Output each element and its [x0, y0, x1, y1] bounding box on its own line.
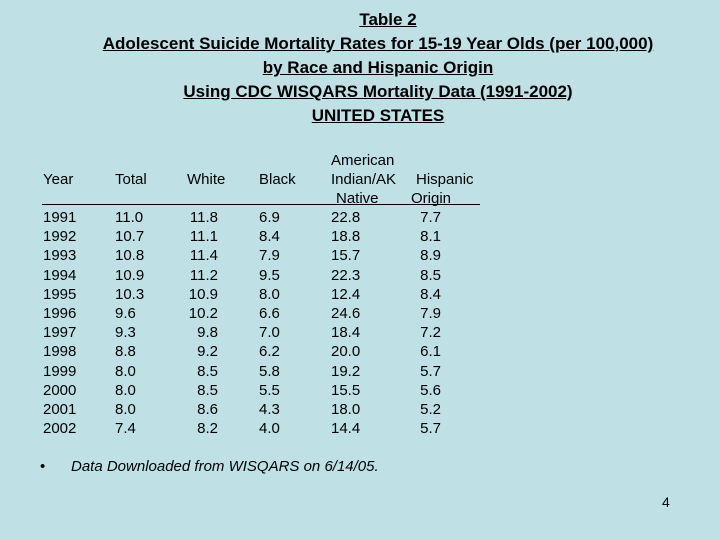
- table-cell-black: 6.9: [259, 209, 280, 226]
- table-cell-total: 8.0: [115, 400, 136, 418]
- table-cell-american-indian: 14.4: [331, 420, 361, 438]
- table-cell-year: 1994: [43, 266, 77, 284]
- table-cell-hispanic: 6.1: [420, 343, 441, 361]
- table-cell-hispanic: 7.9: [420, 304, 441, 322]
- table-cell-american-indian: 15.7: [331, 247, 361, 265]
- header-hispanic-line-1: Hispanic: [416, 171, 474, 188]
- table-cell-total: 10.7: [115, 228, 145, 246]
- column-total: [115, 208, 144, 438]
- footnote-text: Data Downloaded from WISQARS on 6/14/05.: [71, 458, 379, 475]
- table-cell-black: 8.0: [259, 285, 280, 303]
- title-line-3: by Race and Hispanic Origin: [262, 58, 494, 77]
- table-cell-total: 8.0: [115, 362, 136, 380]
- table-cell-black: 7.9: [259, 247, 280, 265]
- table-cell-black: 4.3: [259, 400, 280, 418]
- table-cell-white: 9.2: [197, 343, 218, 361]
- table-cell-american-indian: 22.8: [331, 209, 361, 226]
- table-cell-black: 4.0: [259, 420, 280, 438]
- table-cell-american-indian: 15.5: [331, 381, 361, 399]
- title-line-1: Table 2: [359, 10, 417, 29]
- title-line-5: UNITED STATES: [311, 106, 445, 125]
- page-number: 4: [662, 494, 670, 510]
- table-cell-american-indian: 24.6: [331, 304, 361, 322]
- table-cell-hispanic: 5.7: [420, 362, 441, 380]
- table-cell-white: 10.9: [188, 285, 218, 303]
- table-cell-american-indian: 18.4: [331, 324, 361, 342]
- table-cell-total: 11.0: [115, 209, 144, 226]
- table-cell-year: 1996: [43, 304, 77, 322]
- header-american-indian-line-3: Native: [336, 190, 379, 207]
- table-cell-white: 11.8: [189, 209, 218, 226]
- table-cell-year: 1999: [43, 362, 77, 380]
- column-black: [259, 208, 280, 438]
- table-cell-american-indian: 22.3: [331, 266, 361, 284]
- table-cell-hispanic: 8.4: [420, 285, 441, 303]
- table-cell-black: 8.4: [259, 228, 280, 246]
- column-year: [43, 208, 76, 438]
- table-cell-hispanic: 7.2: [420, 324, 441, 342]
- table-cell-black: 5.5: [259, 381, 280, 399]
- table-cell-white: 8.2: [197, 420, 218, 438]
- table-cell-hispanic: 5.6: [420, 381, 441, 399]
- table-cell-white: 11.4: [189, 247, 218, 265]
- column-hispanic: [414, 208, 441, 438]
- table-cell-white: 10.2: [188, 304, 218, 322]
- table-cell-hispanic: 8.1: [420, 228, 441, 246]
- table-cell-american-indian: 12.4: [331, 285, 361, 303]
- header-american-indian-line-1: American: [331, 152, 395, 169]
- table-cell-total: 7.4: [115, 420, 136, 438]
- table-cell-year: 1995: [43, 285, 77, 303]
- table-cell-year: 1998: [43, 343, 77, 361]
- table-cell-total: 10.9: [115, 266, 145, 284]
- table-cell-american-indian: 18.0: [331, 400, 361, 418]
- title-line-2: Adolescent Suicide Mortality Rates for 15-19 Year Olds (per 100,000): [102, 34, 654, 53]
- table-cell-white: 8.5: [197, 362, 218, 380]
- table-cell-year: 1992: [43, 228, 77, 246]
- table-cell-total: 8.0: [115, 381, 136, 399]
- header-american-indian-line-2: Indian/AK: [331, 171, 397, 188]
- table-cell-american-indian: 19.2: [331, 362, 361, 380]
- header-black: Black: [259, 171, 296, 188]
- table-cell-american-indian: 20.0: [331, 343, 361, 361]
- table-cell-year: 2002: [43, 420, 77, 438]
- column-white: [187, 208, 218, 438]
- table-cell-year: 1991: [43, 209, 77, 226]
- table-cell-year: 2000: [43, 381, 77, 399]
- table-cell-hispanic: 5.7: [420, 420, 441, 438]
- table-cell-white: 8.5: [197, 381, 218, 399]
- table-cell-hispanic: 8.9: [420, 247, 441, 265]
- table-cell-total: 8.8: [115, 343, 136, 361]
- table-cell-total: 9.6: [115, 304, 136, 322]
- table-cell-black: 9.5: [259, 266, 280, 284]
- table-cell-black: 7.0: [259, 324, 280, 342]
- table-cell-white: 11.1: [189, 228, 218, 246]
- table-cell-year: 1993: [43, 247, 77, 265]
- column-american-indian: [331, 208, 360, 438]
- table-cell-year: 1997: [43, 324, 77, 342]
- table-cell-white: 11.2: [189, 266, 218, 284]
- table-cell-year: 2001: [43, 400, 77, 418]
- table-cell-black: 6.2: [259, 343, 280, 361]
- table-cell-total: 9.3: [115, 324, 136, 342]
- table-cell-hispanic: 8.5: [420, 266, 441, 284]
- table-cell-white: 8.6: [197, 400, 218, 418]
- table-cell-black: 5.8: [259, 362, 280, 380]
- title-line-4: Using CDC WISQARS Mortality Data (1991-2002): [183, 82, 573, 101]
- table-cell-hispanic: 7.7: [420, 209, 441, 226]
- header-year: Year: [43, 171, 74, 188]
- table-cell-black: 6.6: [259, 304, 280, 322]
- table-cell-white: 9.8: [197, 324, 218, 342]
- table-cell-hispanic: 5.2: [420, 400, 441, 418]
- header-rule: [42, 204, 480, 205]
- bullet-icon: •: [40, 458, 46, 475]
- table-cell-american-indian: 18.8: [331, 228, 361, 246]
- header-white: White: [187, 171, 226, 188]
- table-cell-total: 10.8: [115, 247, 145, 265]
- table-cell-total: 10.3: [115, 285, 145, 303]
- header-total: Total: [115, 171, 147, 188]
- header-hispanic-line-2: Origin: [411, 190, 452, 207]
